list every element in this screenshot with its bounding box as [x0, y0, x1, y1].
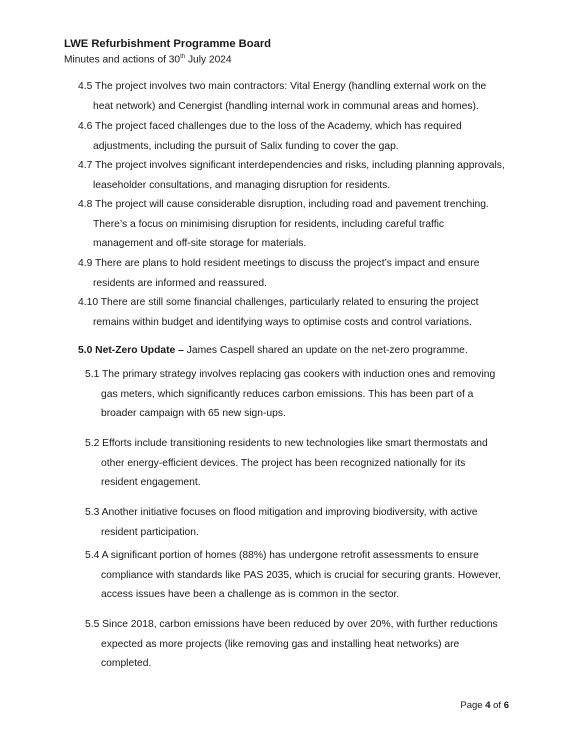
list-item-line: 4.10 There are still some financial challenges, particularly related to ensuring the project — [78, 297, 479, 308]
list-item — [0, 434, 488, 493]
section-5-heading: 5.0 Net-Zero Update – — [78, 345, 184, 356]
list-item-line: 5.5 Since 2018, carbon emissions have been reduced by over 20%, with further reductions — [85, 619, 498, 630]
footer-prefix: Page — [460, 700, 486, 711]
list-item-line: 4.9 There are plans to hold resident meetings to discuss the project’s impact and ensure — [78, 258, 480, 269]
list-item-line: residents are informed and reassured. — [93, 277, 267, 289]
list-item-line: management and off-site storage for materials. — [93, 238, 307, 249]
section-5-heading-line — [78, 341, 468, 361]
footer-total-pages: 6 — [503, 700, 509, 711]
list-item — [0, 254, 479, 293]
list-item-line: 5.4 A significant portion of homes (88%) has undergone retrofit assessments to ensure — [85, 550, 479, 561]
list-item-line: resident engagement. — [101, 477, 201, 488]
document-title: LWE Refurbishment Programme Board — [64, 38, 272, 50]
list-item-line: compliance with standards like PAS 2035, which is crucial for securing grants. However, — [101, 569, 501, 581]
list-item-line: other energy-efficient devices. The project has been recognized nationally for its — [101, 457, 466, 469]
subtitle-sup: th — [180, 54, 186, 60]
list-item-line: remains within budget and identifying ways to optimise costs and control variations. — [93, 316, 472, 328]
subtitle-suffix: July 2024 — [185, 54, 232, 66]
document-header — [64, 38, 271, 66]
page-footer — [460, 700, 509, 711]
list-item-line: resident participation. — [101, 526, 199, 538]
list-item — [0, 365, 495, 424]
list-item — [0, 195, 489, 254]
list-item — [0, 546, 501, 605]
list-item — [0, 293, 478, 332]
document-subtitle — [64, 51, 271, 66]
list-item-line: There’s a focus on minimising disruption for residents, including careful traffic — [93, 218, 445, 230]
list-item-line: heat network) and Cenergist (handling internal work in communal areas and homes). — [93, 100, 479, 112]
footer-current-page: 4 — [485, 700, 491, 711]
list-item-line: 4.6 The project faced challenges due to the loss of the Academy, which has required — [78, 121, 462, 132]
list-item — [0, 117, 462, 156]
list-item-line: 4.8 The project will cause considerable disruption, including road and pavement trenching. — [78, 199, 489, 210]
list-item — [0, 77, 486, 116]
list-item-line: access issues have been a challenge as is common in the sector. — [101, 589, 400, 600]
list-item-line: expected as more projects (like removing gas and installing heat networks) are — [101, 638, 460, 650]
list-item-line: broader campaign with 65 new sign-ups. — [101, 408, 286, 419]
list-item — [0, 156, 505, 195]
subtitle-prefix: Minutes and actions of 30 — [64, 54, 181, 66]
list-item-line: 4.5 The project involves two main contractors: Vital Energy (handling external work on the — [78, 81, 487, 92]
list-item-line: completed. — [101, 658, 152, 669]
list-item — [0, 503, 477, 542]
list-item — [0, 615, 498, 674]
section-5-intro: James Caspell shared an update on the net-zero programme. — [183, 345, 468, 356]
list-item-line: gas meters, which significantly reduces carbon emissions. This has been part of a — [101, 388, 474, 400]
list-item-line: 5.1 The primary strategy involves replacing gas cookers with induction ones and removing — [85, 369, 496, 380]
list-item-line: 4.7 The project involves significant interdependencies and risks, including planning approvals, — [78, 160, 505, 171]
list-item-line: adjustments, including the pursuit of Salix funding to cover the gap. — [93, 140, 399, 152]
list-item-line: 5.2 Efforts include transitioning residents to new technologies like smart thermostats and — [85, 438, 488, 449]
list-item-line: leaseholder consultations, and managing disruption for residents. — [93, 179, 391, 191]
list-item-line: 5.3 Another initiative focuses on flood mitigation and improving biodiversity, with active — [85, 507, 478, 518]
footer-middle: of — [490, 700, 504, 711]
